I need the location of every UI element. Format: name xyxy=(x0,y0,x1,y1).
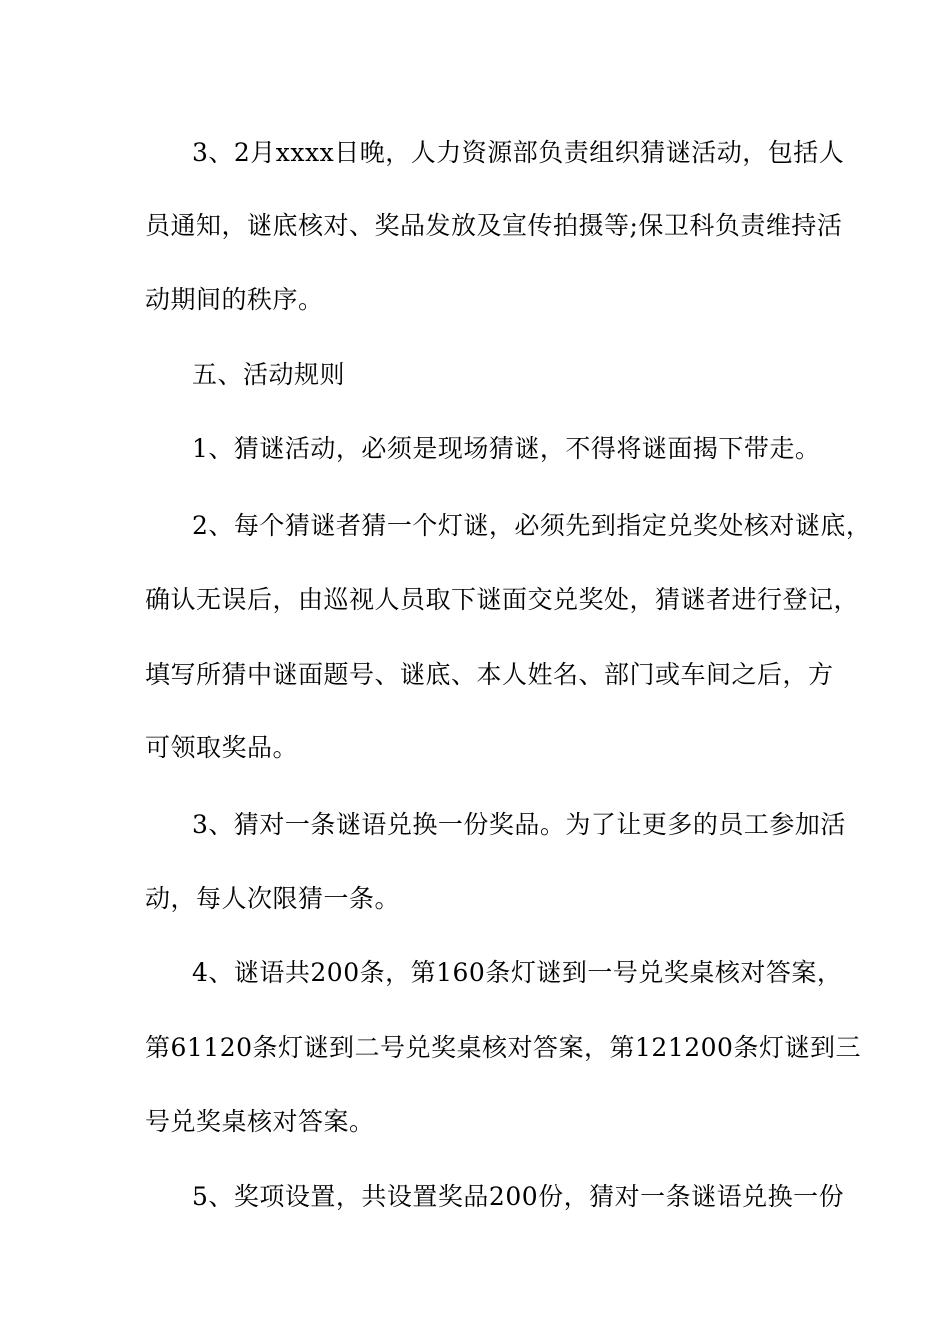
paragraph-line: 确认无误后，由巡视人员取下谜面交兑奖处，猜谜者进行登记， xyxy=(145,585,860,614)
paragraph-line: 动，每人次限猜一条。 xyxy=(145,884,401,913)
section-heading: 五、活动规则 xyxy=(192,360,346,389)
paragraph-line: 员通知，谜底核对、奖品发放及宣传拍摄等;保卫科负责维持活 xyxy=(145,211,843,240)
paragraph-line: 1、猜谜活动，必须是现场猜谜，不得将谜面揭下带走。 xyxy=(192,434,821,463)
paragraph-line: 2、每个猜谜者猜一个灯谜，必须先到指定兑奖处核对谜底， xyxy=(192,511,872,540)
paragraph-line: 第61120条灯谜到二号兑奖桌核对答案，第121200条灯谜到三 xyxy=(145,1033,861,1062)
paragraph-line: 填写所猜中谜面题号、谜底、本人姓名、部门或车间之后，方 xyxy=(145,660,834,689)
paragraph-line: 可领取奖品。 xyxy=(145,733,299,762)
paragraph-line: 3、2月xxxx日晚，人力资源部负责组织猜谜活动，包括人 xyxy=(192,138,845,167)
paragraph-line: 4、谜语共200条，第160条灯谜到一号兑奖桌核对答案， xyxy=(192,958,843,987)
paragraph-line: 5、奖项设置，共设置奖品200份，猜对一条谜语兑换一份 xyxy=(192,1182,845,1211)
paragraph-line: 动期间的秩序。 xyxy=(145,285,324,314)
paragraph-line: 号兑奖桌核对答案。 xyxy=(145,1107,375,1136)
paragraph-line: 3、猜对一条谜语兑换一份奖品。为了让更多的员工参加活 xyxy=(192,810,846,839)
